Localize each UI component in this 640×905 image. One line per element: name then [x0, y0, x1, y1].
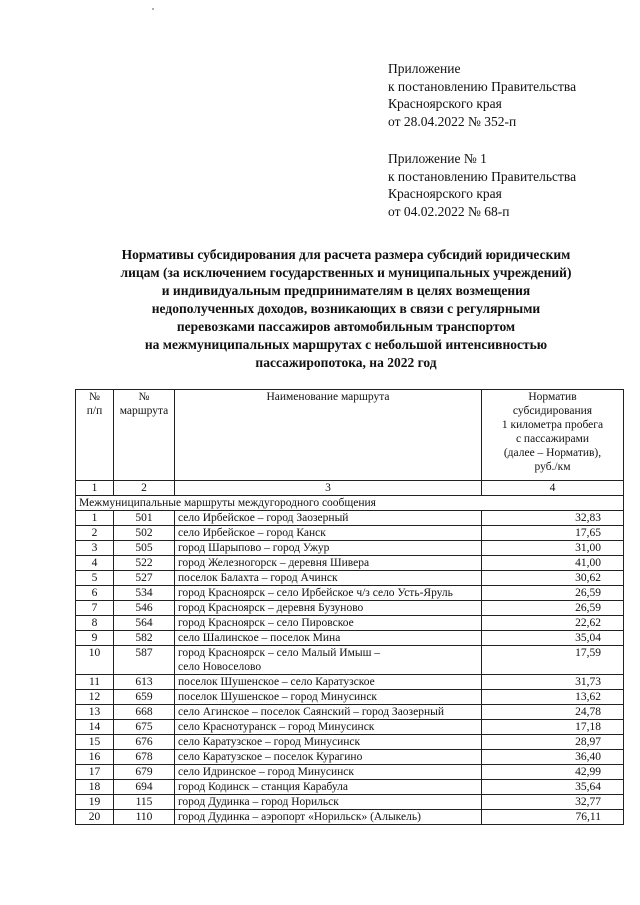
norm-value: 32,77: [482, 795, 624, 810]
section-row: [76, 496, 624, 511]
route-number: 694: [114, 780, 175, 795]
route-number: 668: [114, 705, 175, 720]
annex-line: Красноярского края: [388, 186, 502, 201]
route-name: село Краснотуранск – город Минусинск: [175, 720, 482, 735]
route-name: село Агинское – поселок Саянский – город Заозерный: [175, 705, 482, 720]
annex-line: Приложение: [388, 61, 461, 76]
route-name: поселок Балахта – город Ачинск: [175, 571, 482, 586]
route-number: 534: [114, 586, 175, 601]
annex-line: от 04.02.2022 № 68-п: [388, 203, 510, 219]
route-number: 527: [114, 571, 175, 586]
column-numbers-row: [76, 481, 624, 496]
annex-header-original: [388, 150, 576, 220]
norm-value: 28,97: [482, 735, 624, 750]
row-number: 4: [76, 556, 114, 571]
row-number: 13: [76, 705, 114, 720]
table-row: [76, 601, 624, 616]
row-number: 1: [76, 511, 114, 526]
norm-value: 76,11: [482, 810, 624, 825]
title-line: и индивидуальным предпринимателям в целях возмещения: [161, 283, 531, 298]
table-row: [76, 616, 624, 631]
route-number: 502: [114, 526, 175, 541]
norm-value: 26,59: [482, 601, 624, 616]
annex-line: к постановлению Правительства: [388, 168, 577, 184]
annex-line: Красноярского края: [388, 96, 502, 111]
title-line: пассажиропотока, на 2022 год: [255, 355, 437, 370]
row-number: 8: [76, 616, 114, 631]
route-name: город Дудинка – город Норильск: [175, 795, 482, 810]
column-number: 4: [482, 481, 624, 496]
route-number: 675: [114, 720, 175, 735]
norm-value: 22,62: [482, 616, 624, 631]
row-number: 2: [76, 526, 114, 541]
norm-value: 36,40: [482, 750, 624, 765]
annex-line: от 28.04.2022 № 352-п: [388, 113, 517, 129]
header-row-number: № п/п: [76, 390, 114, 481]
route-number: 564: [114, 616, 175, 631]
norm-value: 31,73: [482, 675, 624, 690]
table-row: [76, 675, 624, 690]
route-number: 505: [114, 541, 175, 556]
route-number: 679: [114, 765, 175, 780]
table-row: [76, 705, 624, 720]
route-name: город Дудинка – аэропорт «Норильск» (Алыкель): [175, 810, 482, 825]
subsidy-norms-table: [75, 389, 624, 825]
norm-value: 35,64: [482, 780, 624, 795]
title-line: недополученных доходов, возникающих в связи с регулярными: [151, 301, 541, 316]
table-row: [76, 511, 624, 526]
route-name: город Красноярск – деревня Бузуново: [175, 601, 482, 616]
row-number: 20: [76, 810, 114, 825]
route-name: город Шарыпово – город Ужур: [175, 541, 482, 556]
route-number: 659: [114, 690, 175, 705]
route-number: 678: [114, 750, 175, 765]
route-name: город Красноярск – село Пировское: [175, 616, 482, 631]
route-name: поселок Шушенское – город Минусинск: [175, 690, 482, 705]
table-row: [76, 690, 624, 705]
table-row: [76, 571, 624, 586]
route-name: село Шалинское – поселок Мина: [175, 631, 482, 646]
annex-header-current: [388, 60, 576, 130]
table-row: [76, 556, 624, 571]
table-row: [76, 586, 624, 601]
table-header-row: [76, 390, 624, 481]
norm-value: 24,78: [482, 705, 624, 720]
title-line: Нормативы субсидирования для расчета размера субсидий юридическим: [121, 247, 571, 262]
norm-value: 41,00: [482, 556, 624, 571]
route-number: 501: [114, 511, 175, 526]
table-row: [76, 735, 624, 750]
table-row: [76, 631, 624, 646]
route-number: 546: [114, 601, 175, 616]
route-name: город Красноярск – село Малый Имыш –: [178, 647, 381, 659]
norm-value: 32,83: [482, 511, 624, 526]
table-row: [76, 765, 624, 780]
column-number: 1: [76, 481, 114, 496]
route-name: город Красноярск – село Ирбейское ч/з село Усть-Яруль: [175, 586, 482, 601]
route-name-continued: село Новоселово: [178, 661, 262, 673]
row-number: 10: [76, 646, 114, 675]
route-name: поселок Шушенское – село Каратузское: [175, 675, 482, 690]
row-number: 15: [76, 735, 114, 750]
section-title: Межмуниципальные маршруты междугородного сообщения: [76, 496, 624, 511]
scan-speck: [152, 8, 154, 10]
norm-value: 17,18: [482, 720, 624, 735]
row-number: 16: [76, 750, 114, 765]
route-number: 676: [114, 735, 175, 750]
route-name: село Ирбейское – город Канск: [175, 526, 482, 541]
column-number: 3: [175, 481, 482, 496]
route-number: 110: [114, 810, 175, 825]
header-route-name: Наименование маршрута: [175, 390, 482, 481]
row-number: 6: [76, 586, 114, 601]
row-number: 18: [76, 780, 114, 795]
route-number: 522: [114, 556, 175, 571]
title-line: на межмуниципальных маршрутах с небольшой интенсивностью: [144, 337, 548, 352]
route-name: село Каратузское – город Минусинск: [175, 735, 482, 750]
route-number: 582: [114, 631, 175, 646]
route-name: село Идринское – город Минусинск: [175, 765, 482, 780]
route-number: 587: [114, 646, 175, 675]
annex-line: к постановлению Правительства: [388, 78, 577, 94]
norm-value: 35,04: [482, 631, 624, 646]
row-number: 14: [76, 720, 114, 735]
row-number: 19: [76, 795, 114, 810]
norm-value: 17,59: [482, 646, 624, 675]
norm-value: 13,62: [482, 690, 624, 705]
route-name: село Каратузское – поселок Курагино: [175, 750, 482, 765]
row-number: 3: [76, 541, 114, 556]
table-row: [76, 750, 624, 765]
norm-value: 42,99: [482, 765, 624, 780]
title-line: перевозками пассажиров автомобильным транспортом: [176, 319, 516, 334]
table-row: [76, 810, 624, 825]
row-number: 5: [76, 571, 114, 586]
route-number: 613: [114, 675, 175, 690]
row-number: 17: [76, 765, 114, 780]
route-number: 115: [114, 795, 175, 810]
route-name: город Кодинск – станция Карабула: [175, 780, 482, 795]
norm-value: 30,62: [482, 571, 624, 586]
route-name-cell: [175, 646, 482, 675]
norm-value: 17,65: [482, 526, 624, 541]
row-number: 9: [76, 631, 114, 646]
table-row: [76, 795, 624, 810]
table-row: [76, 646, 624, 675]
route-name: город Железногорск – деревня Шивера: [175, 556, 482, 571]
row-number: 11: [76, 675, 114, 690]
norm-value: 31,00: [482, 541, 624, 556]
table-row: [76, 780, 624, 795]
row-number: 12: [76, 690, 114, 705]
document-title: [70, 246, 622, 372]
header-norm: Норматив субсидирования 1 километра пробега с пассажирами (далее – Норматив), руб./км: [482, 390, 624, 481]
table-row: [76, 541, 624, 556]
annex-line: Приложение № 1: [388, 151, 487, 166]
header-route-number: № маршрута: [114, 390, 175, 481]
table-row: [76, 526, 624, 541]
title-line: лицам (за исключением государственных и муниципальных учреждений): [120, 265, 572, 280]
row-number: 7: [76, 601, 114, 616]
column-number: 2: [114, 481, 175, 496]
route-name: село Ирбейское – город Заозерный: [175, 511, 482, 526]
table-row: [76, 720, 624, 735]
norm-value: 26,59: [482, 586, 624, 601]
